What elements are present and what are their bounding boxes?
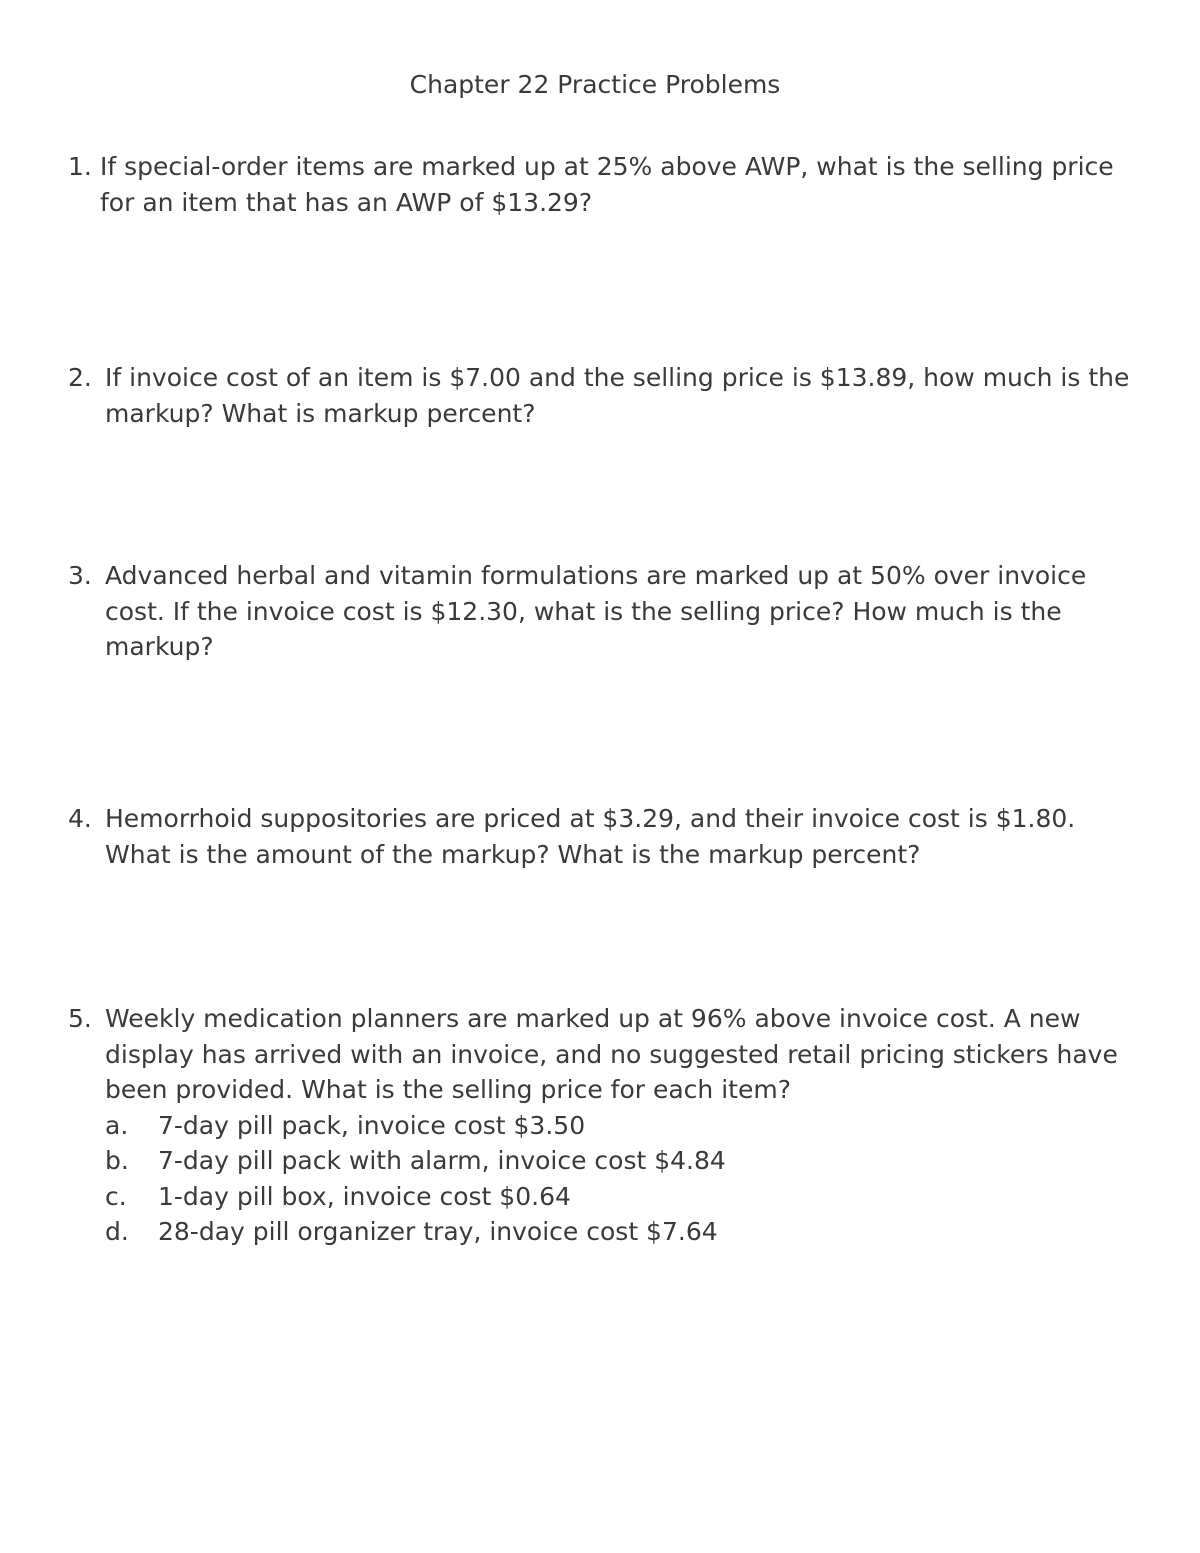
problem-number: 2.: [68, 363, 92, 392]
sub-question-letter: b.: [105, 1146, 129, 1175]
problem-number: 1.: [68, 152, 92, 181]
sub-question-letter: a.: [105, 1110, 129, 1140]
problem-5: [68, 1001, 1138, 1250]
problem-number: 5.: [68, 1004, 92, 1033]
problem-3: [68, 558, 1138, 665]
problem-text: Hemorrhoid suppositories are priced at $3.29, and their invoice cost is $1.80. What is the amount of the markup? What is the markup percent?: [105, 804, 1076, 869]
sub-question-c: [105, 1179, 1138, 1215]
problem-number: 4.: [68, 804, 92, 833]
sub-question-letter: c.: [105, 1181, 127, 1211]
problem-text: Weekly medication planners are marked up at 96% above invoice cost. A new display has arrived with an invoice, and no suggested retail pricing stickers have been provided. What is the selling price for each item?: [105, 1004, 1118, 1104]
page-title: Chapter 22 Practice Problems: [409, 70, 781, 99]
problem-text: If special-order items are marked up at 25% above AWP, what is the selling price for an item that has an AWP of $13.29?: [100, 152, 1114, 217]
sub-question-text: 7-day pill pack with alarm, invoice cost $4.84: [158, 1146, 726, 1175]
problem-1: [68, 149, 1138, 220]
sub-question-list: [105, 1108, 1138, 1250]
sub-question-text: 28-day pill organizer tray, invoice cost $7.64: [158, 1217, 718, 1246]
problem-text: Advanced herbal and vitamin formulations are marked up at 50% over invoice cost. If the invoice cost is $12.30, what is the selling price? How much is the markup?: [105, 561, 1087, 661]
problem-2: [68, 360, 1138, 431]
problem-number: 3.: [68, 561, 92, 590]
sub-question-text: 1-day pill box, invoice cost $0.64: [158, 1181, 571, 1211]
sub-question-text: 7-day pill pack, invoice cost $3.50: [158, 1110, 586, 1140]
sub-question-a: [105, 1108, 1138, 1144]
sub-question-b: [105, 1143, 1138, 1179]
problem-text: If invoice cost of an item is $7.00 and the selling price is $13.89, how much is the markup? What is markup percent?: [105, 363, 1130, 428]
problem-4: [68, 801, 1138, 872]
sub-question-d: [105, 1214, 1138, 1250]
sub-question-letter: d.: [105, 1217, 129, 1246]
